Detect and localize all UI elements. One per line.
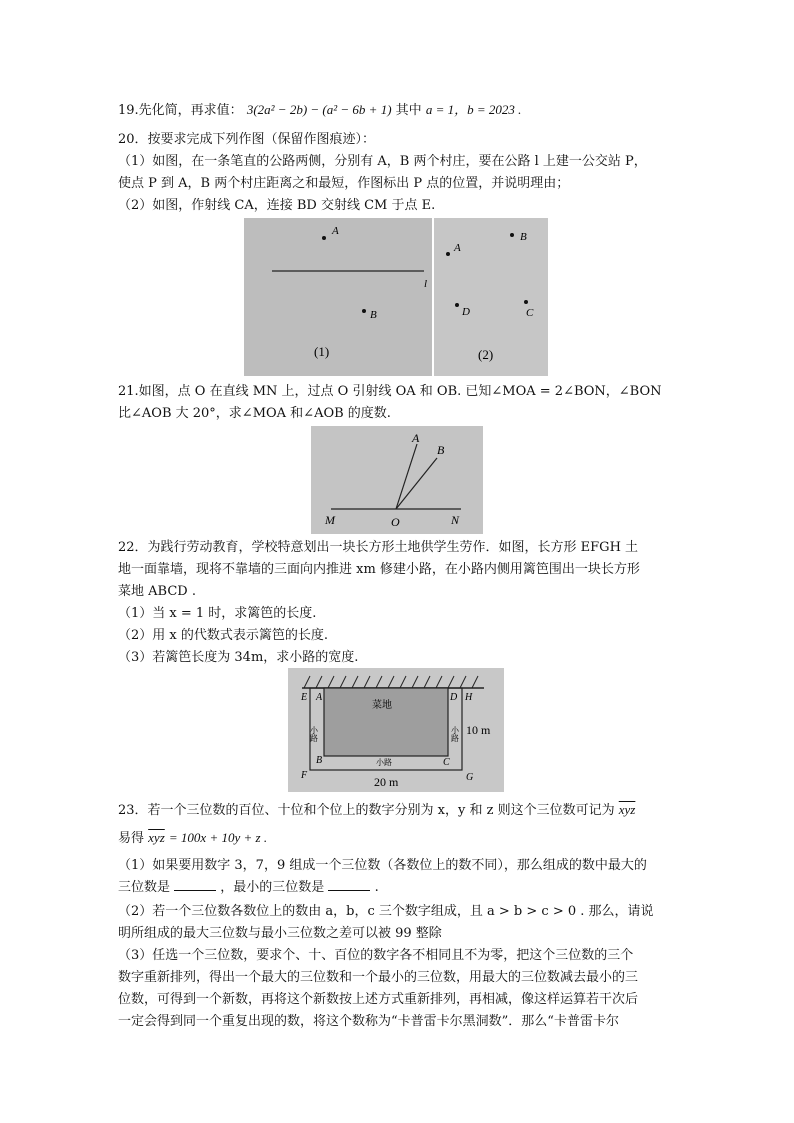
q22-line1: 22．为践行劳动教育，学校特意划出一块长方形土地供学生劳作．如图，长方形 EFGH 土 — [118, 540, 639, 555]
q23-sub3-line2: 数字重新排列，得出一个最大的三位数和一个最小的三位数，用最大的三位数减去最小的三 — [118, 970, 639, 985]
q22-sub3: （3）若篱笆长度为 34m，求小路的宽度. — [118, 650, 359, 665]
label-b: B — [316, 755, 323, 766]
ray-ob — [396, 458, 437, 509]
q23-line2 — [118, 828, 267, 849]
q20-figure-1-svg — [244, 218, 432, 376]
q23-sub1-line1: （1）如果要用数字 3，7，9 组成一个三位数（各数位上的数不同），那么组成的数中最大的 — [118, 858, 647, 873]
q22-line2: 地一面靠墙，现将不靠墙的三面向内推进 xm 修建小路，在小路内侧用篱笆围出一块长方形 — [118, 562, 640, 577]
label-c: C — [443, 757, 450, 768]
q23-sub3-line3: 位数，可得到一个新数，再将这个新数按上述方式重新排列，再相减，像这样运算若干次后 — [118, 992, 639, 1007]
q23-line1 — [118, 800, 635, 821]
point-c2 — [524, 300, 528, 304]
label-n: N — [451, 513, 460, 527]
q22-sub2: （2）用 x 的代数式表示篱笆的长度. — [118, 628, 328, 643]
ray-oa — [396, 444, 417, 509]
label-20m: 20 m — [374, 775, 399, 789]
q20-title: 20．按要求完成下列作图（保留作图痕迹）： — [118, 132, 376, 147]
q23-sub2-line1: （2）若一个三位数各数位上的数由 a，b，c 三个数字组成，且 a > b > c > 0 . 那么，请说 — [118, 904, 654, 919]
q19-mid: 其中 — [395, 103, 422, 118]
q23-sub1-line2 — [118, 878, 379, 898]
q23-sub3-line1: （3）任选一个三位数，要求个、十、百位的数字各不相同且不为零，把这个三位数的三个 — [118, 948, 634, 963]
q22-figure — [288, 668, 504, 792]
q19-condition: a = 1，b = 2023 . — [425, 102, 522, 117]
label-b2: B — [520, 231, 527, 243]
label-path-right: 小路 — [450, 726, 460, 742]
point-a2 — [446, 252, 450, 256]
point-a — [322, 236, 326, 240]
q20-part2: （2）如图，作射线 CA，连接 BD 交射线 CM 于点 E. — [118, 198, 436, 213]
q23-xyz-notation: $\overline{xyz}$ — [618, 802, 636, 817]
label-o: O — [391, 515, 400, 529]
q19-line — [118, 100, 521, 121]
q21-figure-svg — [311, 426, 483, 534]
q21-figure — [311, 426, 483, 534]
label-h: H — [465, 692, 473, 703]
label-m: M — [325, 513, 335, 527]
point-b — [362, 309, 366, 313]
rect-abcd-garden — [324, 688, 448, 756]
q20-part1-line1: （1）如图，在一条笔直的公路两侧，分别有 A，B 两个村庄，要在公路 l 上建一公交站 P， — [118, 154, 647, 169]
label-b: B — [370, 309, 377, 321]
point-d2 — [455, 303, 459, 307]
q20-figure-2 — [434, 218, 548, 376]
q19-expression: 3(2a² − 2b) − (a² − 6b + 1) — [246, 102, 392, 117]
label-a: A — [332, 225, 339, 237]
point-b2 — [510, 233, 514, 237]
label-garden: 菜地 — [372, 700, 392, 711]
q20-figure-1 — [244, 218, 432, 376]
label-d2: D — [462, 306, 470, 318]
label-a2: A — [454, 242, 461, 254]
q22-line3: 菜地 ABCD . — [118, 584, 196, 599]
q23-sub3-line4: 一定会得到同一个重复出现的数，将这个数称为“卡普雷卡尔黑洞数”．那么“卡普雷卡尔 — [118, 1014, 619, 1029]
q23-line1-text: 23．若一个三位数的百位、十位和个位上的数字分别为 x，y 和 z 则这个三位数可记为 — [118, 803, 615, 818]
q21-line2: 比∠AOB 大 20°，求∠MOA 和∠AOB 的度数. — [118, 406, 391, 421]
label-a: A — [412, 431, 420, 445]
q22-sub1: （1）当 x = 1 时，求篱笆的长度. — [118, 606, 317, 621]
label-c2: C — [526, 307, 534, 319]
label-b: B — [437, 443, 445, 457]
caption-2: (2) — [478, 347, 494, 362]
q19-prefix: 19.先化简，再求值： — [118, 103, 243, 118]
q23-period: . — [374, 880, 379, 895]
wall-hatching — [304, 676, 478, 688]
q21-line1: 21.如图，点 O 在直线 MN 上，过点 O 引射线 OA 和 OB. 已知∠MOA = 2∠BON，∠BON — [118, 384, 662, 399]
label-10m: 10 m — [466, 723, 491, 737]
label-path-left: 小路 — [309, 726, 319, 742]
label-l: l — [424, 278, 428, 290]
q20-figure-2-svg — [434, 218, 548, 376]
label-g: G — [466, 772, 474, 783]
caption-1: (1) — [314, 344, 330, 359]
label-d: D — [450, 692, 458, 703]
label-f: F — [301, 770, 308, 781]
q22-figure-svg — [288, 668, 504, 792]
label-e: E — [301, 692, 308, 703]
label-path-bottom: 小路 — [376, 758, 392, 767]
largest-number-blank[interactable] — [174, 878, 216, 891]
q23-xyz-notation-2: $\overline{xyz}$ — [148, 830, 165, 845]
q20-part1-line2: 使点 P 到 A，B 两个村庄距离之和最短，作图标出 P 点的位置，并说明理由； — [118, 176, 570, 191]
q23-formula: = 100x + 10y + z . — [168, 830, 268, 845]
q23-smallest-label: ，最小的三位数是 — [220, 880, 325, 895]
q23-line2-prefix: 易得 — [118, 831, 145, 846]
q23-largest-label: 三位数是 — [118, 880, 171, 895]
q23-sub2-line2: 明所组成的最大三位数与最小三位数之差可以被 99 整除 — [118, 926, 442, 941]
smallest-number-blank[interactable] — [328, 878, 370, 891]
label-a: A — [316, 692, 323, 703]
